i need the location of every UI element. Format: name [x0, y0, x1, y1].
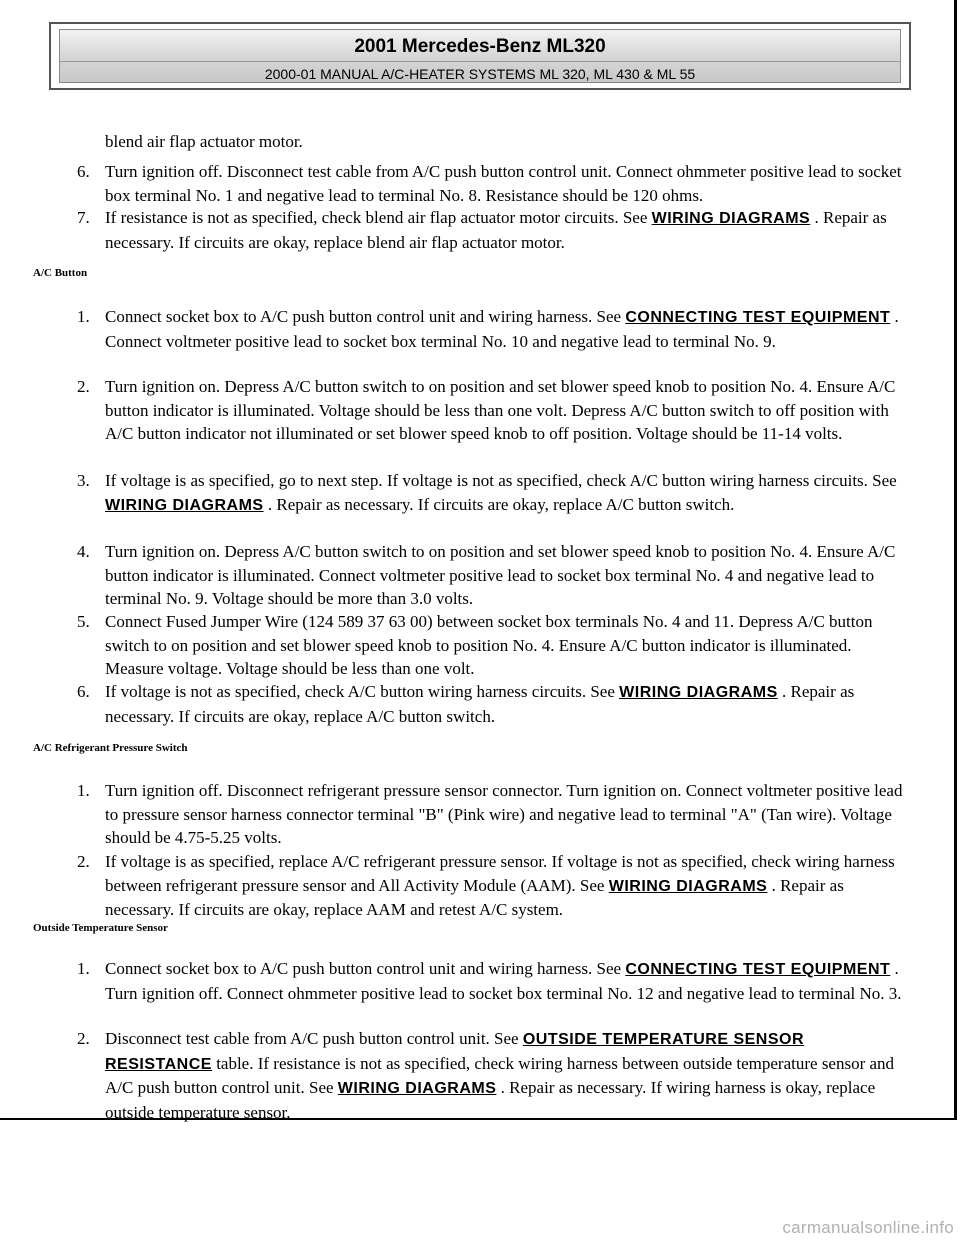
list-item	[77, 610, 907, 681]
list-item	[77, 1027, 907, 1124]
item-number: 6.	[77, 162, 90, 181]
watermark-text: carmanualsonline.info	[782, 1218, 954, 1237]
item-text: Disconnect test cable from A/C push button control unit. See OUTSIDE TEMPERATURE SENSOR RESISTANCE table. If resistance is not as specified, check wiring harness between outside temperature sensor and A/C push button control unit. See WIRING DIAGRAMS . Repair as necessary. If wiring harness is okay, replace outside temperature sensor.	[105, 1029, 895, 1122]
item-number: 1.	[77, 781, 90, 800]
item-text: Connect socket box to A/C push button control unit and wiring harness. See CONNECTING TEST EQUIPMENT . Connect voltmeter positive lead to socket box terminal No. 10 and negative lead to terminal No. 9.	[105, 307, 899, 351]
section-heading-outside-temp: Outside Temperature Sensor	[33, 922, 168, 934]
wiring-diagrams-link[interactable]: WIRING DIAGRAMS	[619, 684, 778, 701]
item-number: 1.	[77, 959, 90, 978]
item-text: Connect Fused Jumper Wire (124 589 37 63 00) between socket box terminals No. 4 and 11. Depress A/C button switch to on position and set blower speed knob to position No. 4. Ensure A/C button indicator is illuminated. Measure voltage. Voltage should be less than one volt.	[105, 612, 873, 678]
item-number: 1.	[77, 307, 90, 326]
continuation-text: blend air flap actuator motor.	[105, 132, 303, 151]
wiring-diagrams-link[interactable]: WIRING DIAGRAMS	[608, 877, 768, 895]
outside-temperature-sensor-resistance-link[interactable]: OUTSIDE TEMPERATURE SENSOR RESISTANCE	[105, 1031, 805, 1073]
wiring-diagrams-link[interactable]: WIRING DIAGRAMS	[337, 1080, 497, 1097]
connecting-test-equipment-link[interactable]: CONNECTING TEST EQUIPMENT	[625, 961, 891, 978]
item-number: 6.	[77, 682, 90, 701]
header-banner	[59, 29, 901, 83]
list-item	[77, 779, 907, 850]
item-number: 2.	[77, 852, 90, 871]
connecting-test-equipment-link[interactable]: CONNECTING TEST EQUIPMENT	[625, 309, 891, 326]
wiring-diagrams-link[interactable]: WIRING DIAGRAMS	[651, 210, 811, 227]
item-text: Connect socket box to A/C push button control unit and wiring harness. See CONNECTING TEST EQUIPMENT . Turn ignition off. Connect ohmmeter positive lead to socket box terminal No. 12 and negative lead to terminal No. 3.	[105, 959, 902, 1003]
item-text: If voltage is as specified, replace A/C refrigerant pressure sensor. If voltage is not as specified, check wiring harness between refrigerant pressure sensor and All Activity Module (AAM). See WIRING DIAGRAMS . Repair as necessary. If circuits are okay, replace AAM and retest A/C system.	[105, 852, 895, 919]
item-number: 4.	[77, 542, 90, 561]
item-text: If voltage is not as specified, check A/C button wiring harness circuits. See WIRING DIAGRAMS . Repair as necessary. If circuits are okay, replace A/C button switch.	[105, 682, 855, 726]
item-number: 2.	[77, 377, 90, 396]
item-number: 2.	[77, 1029, 90, 1048]
item-text: Turn ignition on. Depress A/C button switch to on position and set blower speed knob to position No. 4. Ensure A/C button indicator is illuminated. Connect voltmeter positive lead to socket box terminal No. 4 and negative lead to terminal No. 9. Voltage should be more than 3.0 volts.	[105, 542, 896, 608]
list-item	[77, 160, 907, 207]
header-subtitle: 2000-01 MANUAL A/C-HEATER SYSTEMS ML 320, ML 430 & ML 55	[264, 66, 696, 82]
item-text: If voltage is as specified, go to next step. If voltage is not as specified, check A/C button wiring harness circuits. See WIRING DIAGRAMS . Repair as necessary. If circuits are okay, replace A/C button switch.	[105, 471, 897, 514]
header-title: 2001 Mercedes-Benz ML320	[354, 36, 606, 57]
wiring-diagrams-link[interactable]: WIRING DIAGRAMS	[105, 496, 264, 514]
item-text: If resistance is not as specified, check blend air flap actuator motor circuits. See WIRING DIAGRAMS . Repair as necessary. If circuits are okay, replace blend air flap actuator motor.	[105, 208, 887, 252]
item-text: Turn ignition off. Disconnect test cable from A/C push button control unit. Connect ohmmeter positive lead to socket box terminal No. 1 and negative lead to terminal No. 8. Resistance should be 120 ohms.	[105, 162, 902, 205]
list-item	[77, 375, 907, 446]
item-text: Turn ignition off. Disconnect refrigerant pressure sensor connector. Turn ignition on. Connect voltmeter positive lead to pressure sensor harness connector terminal "B" (Pink wire) and negative lead to terminal "A" (Tan wire). Voltage should be 4.75-5.25 volts.	[105, 781, 903, 847]
item-number: 3.	[77, 471, 90, 490]
item-number: 7.	[77, 208, 90, 227]
list-item	[77, 469, 907, 517]
item-text: Turn ignition on. Depress A/C button switch to on position and set blower speed knob to position No. 4. Ensure A/C button indicator is illuminated. Voltage should be less than one volt. Depress A/C button switch to off position with A/C button indicator not illuminated or set blower speed knob to off position. Voltage should be 11-14 volts.	[105, 377, 896, 443]
list-item	[77, 957, 907, 1005]
section-heading-ac-button: A/C Button	[33, 267, 88, 279]
list-item	[77, 680, 907, 728]
list-item	[77, 540, 907, 611]
list-item	[77, 305, 907, 353]
list-item	[77, 850, 907, 922]
list-item	[77, 206, 907, 254]
section-heading-pressure-switch: A/C Refrigerant Pressure Switch	[33, 742, 188, 754]
header-divider	[60, 61, 900, 62]
item-number: 5.	[77, 612, 90, 631]
page-header	[49, 22, 911, 90]
